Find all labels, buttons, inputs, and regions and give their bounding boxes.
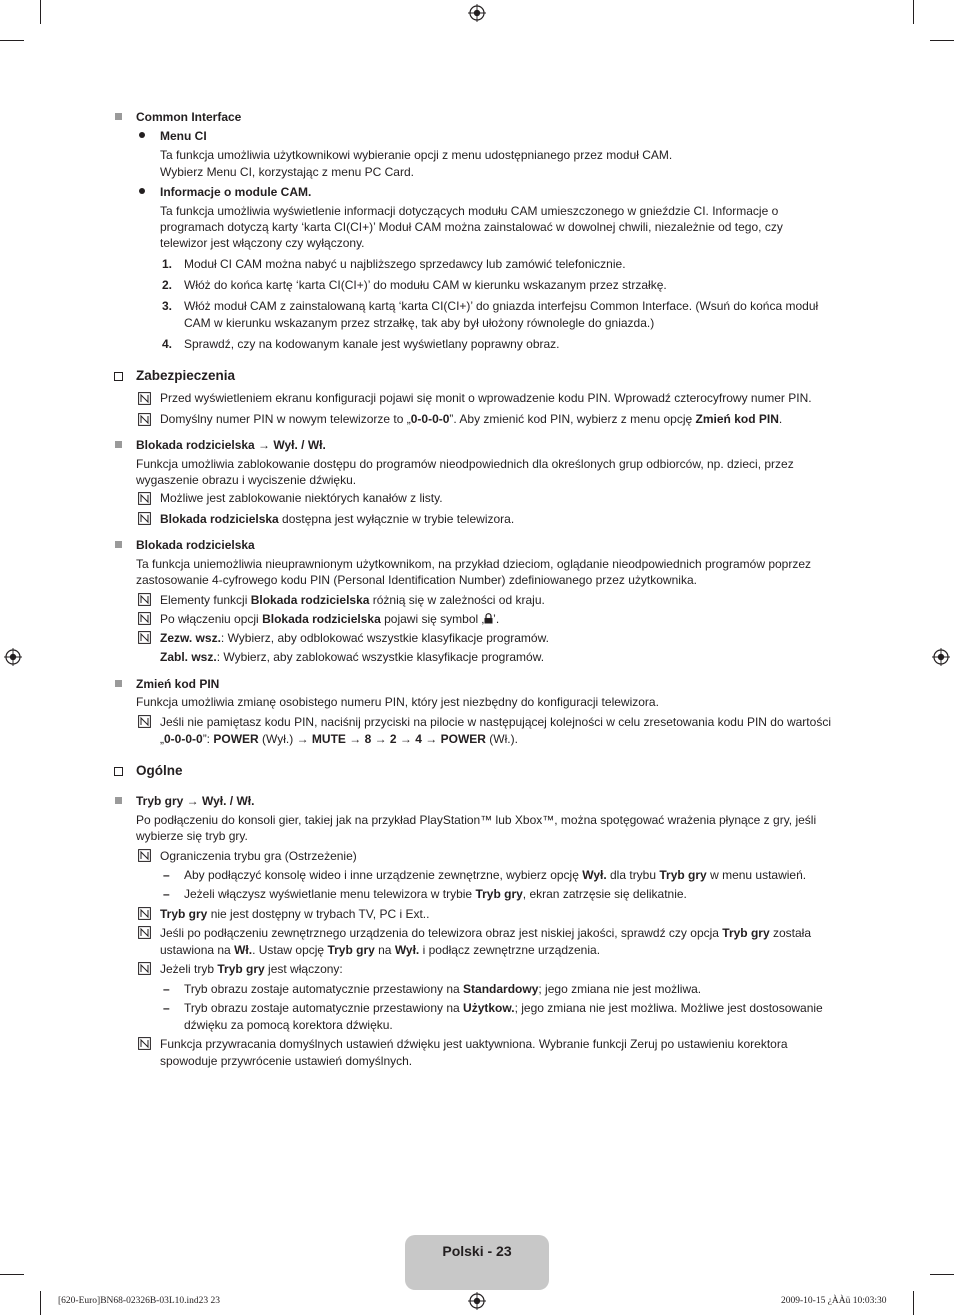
note-icon bbox=[138, 962, 151, 975]
step-number: 1. bbox=[162, 257, 173, 271]
lock-icon bbox=[484, 613, 493, 624]
bullet-dot-icon bbox=[139, 188, 145, 194]
registration-mark-icon bbox=[932, 648, 950, 666]
crop-mark bbox=[930, 40, 954, 41]
crop-mark bbox=[930, 1274, 954, 1275]
crop-mark bbox=[0, 40, 24, 41]
paragraph-line: programach dotyczą karty ‘karta CI(CI+)’ Moduł CAM można zainstalować w dowolnej chwili, niezależnie od tego, czy bbox=[160, 220, 783, 234]
heading-change-pin: Zmień kod PIN bbox=[136, 677, 220, 691]
square-bullet-icon bbox=[115, 680, 122, 687]
checkbox-bullet-icon bbox=[114, 372, 123, 381]
note-icon bbox=[138, 593, 151, 606]
crop-mark bbox=[913, 0, 914, 24]
paragraph-line: Ta funkcja umożliwia użytkownikowi wybieranie opcji z menu udostępnianego przez moduł CAM. bbox=[160, 148, 673, 162]
note-icon bbox=[138, 512, 151, 525]
bullet-dot-icon bbox=[139, 132, 145, 138]
paragraph-line: Po podłączeniu do konsoli gier, takiej jak na przykład PlayStation™ lub Xbox™, można spotęgować wrażenia płynące z gry, jeśli bbox=[136, 813, 817, 827]
square-bullet-icon bbox=[115, 797, 122, 804]
paragraph-line: telewizor jest włączony czy wyłączony. bbox=[160, 236, 365, 250]
note-icon bbox=[138, 392, 151, 405]
square-bullet-icon bbox=[115, 541, 122, 548]
dash-item-text: Aby podłączyć konsolę wideo i inne urządzenie zewnętrzne, wybierz opcję Wył. dla trybu Tryb gry w menu ustawień. bbox=[184, 868, 807, 882]
paragraph-line: Wybierz Menu CI, korzystając z menu PC Card. bbox=[160, 165, 414, 179]
note-icon bbox=[138, 849, 151, 862]
square-bullet-icon bbox=[115, 441, 122, 448]
note-icon bbox=[138, 1037, 151, 1050]
heading-parental-lock: Blokada rodzicielska bbox=[136, 538, 255, 552]
dash-item-text: Tryb obrazu zostaje automatycznie przestawiony na Użytkow.; jego zmiana nie jest możliwa. Możliwe jest dostosowanie bbox=[184, 1001, 823, 1015]
note-text: Domyślny numer PIN w nowym telewizorze to „0-0-0-0”. Aby zmienić kod PIN, wybierz z menu opcję Zmień kod PIN. bbox=[160, 412, 783, 426]
paragraph-line: Funkcja umożliwia zablokowanie dostępu do programów nieodpowiednich dla określonych grup odbiorców, np. dzieci, przez bbox=[136, 457, 794, 471]
subheading-menu-ci: Menu CI bbox=[160, 129, 207, 143]
note-text: „0-0-0-0”: POWER (Wył.) → MUTE → 8 → 2 → 4 → POWER (Wł.). bbox=[160, 732, 518, 746]
note-icon bbox=[138, 492, 151, 505]
checkbox-bullet-icon bbox=[114, 767, 123, 776]
step-text: Sprawdź, czy na kodowanym kanale jest wyświetlany poprawny obraz. bbox=[184, 337, 560, 351]
note-icon bbox=[138, 612, 151, 625]
file-info: [620-Euro]BN68-02326B-03L10.ind23 23 bbox=[58, 1296, 221, 1306]
dash-item-text: Tryb obrazu zostaje automatycznie przestawiony na Standardowy; jego zmiana nie jest możliwa. bbox=[184, 982, 702, 996]
note-text: Blokada rodzicielska dostępna jest wyłącznie w trybie telewizora. bbox=[160, 512, 515, 526]
note-icon bbox=[138, 715, 151, 728]
dash-bullet-icon: – bbox=[163, 868, 170, 882]
section-title-general: Ogólne bbox=[136, 763, 183, 778]
step-number: 4. bbox=[162, 337, 173, 351]
step-number: 3. bbox=[162, 299, 173, 313]
note-text: Przed wyświetleniem ekranu konfiguracji pojawi się monit o wprowadzenie kodu PIN. Wprowadź czterocyfrowy numer PIN. bbox=[160, 391, 812, 405]
subheading-module-info: Informacje o module CAM. bbox=[160, 185, 312, 199]
note-text: Jeżeli tryb Tryb gry jest włączony: bbox=[160, 962, 343, 976]
note-text: Po włączeniu opcji Blokada rodzicielska pojawi się symbol ‚ ’. bbox=[160, 612, 500, 626]
note-text: spowoduje przywrócenie ustawień domyślnych. bbox=[160, 1054, 413, 1068]
step-number: 2. bbox=[162, 278, 173, 292]
note-text: ustawiona na Wł.. Ustaw opcję Tryb gry na Wył. i podłącz zewnętrzne urządzenia. bbox=[160, 943, 601, 957]
print-timestamp: 2009-10-15 ¿ÀÀü 10:03:30 bbox=[781, 1296, 887, 1306]
note-text: Elementy funkcji Blokada rodzicielska różnią się w zależności od kraju. bbox=[160, 593, 545, 607]
note-icon bbox=[138, 413, 151, 426]
registration-mark-icon bbox=[468, 4, 486, 22]
paragraph-line: Ta funkcja uniemożliwia nieuprawnionym użytkownikom, na przykład dzieciom, oglądanie nieodpowiednich programów poprzez bbox=[136, 557, 812, 571]
paragraph-line: wybierze się tryb gry. bbox=[136, 829, 248, 843]
step-text: Włóż do końca kartę ‘karta CI(CI+)’ do modułu CAM w kierunku wskazanym przez strzałkę. bbox=[184, 278, 667, 292]
section-title-security: Zabezpieczenia bbox=[136, 368, 236, 383]
note-icon bbox=[138, 631, 151, 644]
heading-game-mode: Tryb gry → Wył. / Wł. bbox=[136, 794, 255, 808]
page-number-label: Polski - 23 bbox=[442, 1243, 512, 1259]
dash-item-text: Jeżeli włączysz wyświetlanie menu telewizora w trybie Tryb gry, ekran zatrzęsie się delikatnie. bbox=[184, 887, 687, 901]
note-icon bbox=[138, 926, 151, 939]
dash-bullet-icon: – bbox=[163, 1001, 170, 1015]
crop-mark bbox=[40, 0, 41, 24]
note-icon bbox=[138, 907, 151, 920]
note-text: Ograniczenia trybu gra (Ostrzeżenie) bbox=[160, 849, 357, 863]
crop-mark bbox=[0, 1274, 24, 1275]
paragraph-line: zastosowanie 4-cyfrowego kodu PIN (Personal Identification Number) zdefiniowanego przez użytkownika. bbox=[136, 573, 697, 587]
note-text: Zezw. wsz.: Wybierz, aby odblokować wszystkie klasyfikacje programów. bbox=[160, 631, 549, 645]
step-text: Włóż moduł CAM z zainstalowaną kartą ‘karta CI(CI+)’ do gniazda interfejsu Common Interface. (Wsuń do końca moduł bbox=[184, 299, 819, 313]
paragraph-line: wygaszenie obrazu i wyciszenie dźwięku. bbox=[136, 473, 357, 487]
crop-mark bbox=[913, 1291, 914, 1315]
square-bullet-icon bbox=[115, 113, 122, 120]
heading-parental-lock-on-off: Blokada rodzicielska → Wył. / Wł. bbox=[136, 438, 326, 452]
heading-common-interface: Common Interface bbox=[136, 110, 242, 124]
step-text: Moduł CI CAM można nabyć u najbliższego sprzedawcy lub zamówić telefonicznie. bbox=[184, 257, 626, 271]
registration-mark-icon bbox=[4, 648, 22, 666]
paragraph-line: Funkcja umożliwia zmianę osobistego numeru PIN, który jest niezbędny do konfiguracji telewizora. bbox=[136, 695, 659, 709]
note-text: Jeśli nie pamiętasz kodu PIN, naciśnij przyciski na pilocie w następującej kolejności w celu zresetowania kodu PIN do wartości bbox=[160, 715, 831, 729]
page-number-tab bbox=[405, 1235, 549, 1290]
note-text: Tryb gry nie jest dostępny w trybach TV, PC i Ext.. bbox=[160, 907, 430, 921]
note-text: Funkcja przywracania domyślnych ustawień dźwięku jest uaktywniona. Wybranie funkcji Zeruj po ustawieniu korektora bbox=[160, 1037, 788, 1051]
note-text: Zabl. wsz.: Wybierz, aby zablokować wszystkie klasyfikacje programów. bbox=[160, 650, 545, 664]
registration-mark-icon bbox=[468, 1292, 486, 1310]
dash-item-text: dźwięku za pomocą korektora dźwięku. bbox=[184, 1018, 393, 1032]
step-text: CAM w kierunku wskazanym przez strzałkę, tak aby był ułożony równolegle do gniazda.) bbox=[184, 316, 655, 330]
dash-bullet-icon: – bbox=[163, 887, 170, 901]
note-text: Jeśli po podłączeniu zewnętrznego urządzenia do telewizora obraz jest niskiej jakości, sprawdź czy opcja Tryb gry została bbox=[160, 926, 812, 940]
dash-bullet-icon: – bbox=[163, 982, 170, 996]
note-text: Możliwe jest zablokowanie niektórych kanałów z listy. bbox=[160, 491, 443, 505]
crop-mark bbox=[40, 1291, 41, 1315]
paragraph-line: Ta funkcja umożliwia wyświetlenie informacji dotyczących modułu CAM umieszczonego w gnieździe CI. Informacje o bbox=[160, 204, 779, 218]
